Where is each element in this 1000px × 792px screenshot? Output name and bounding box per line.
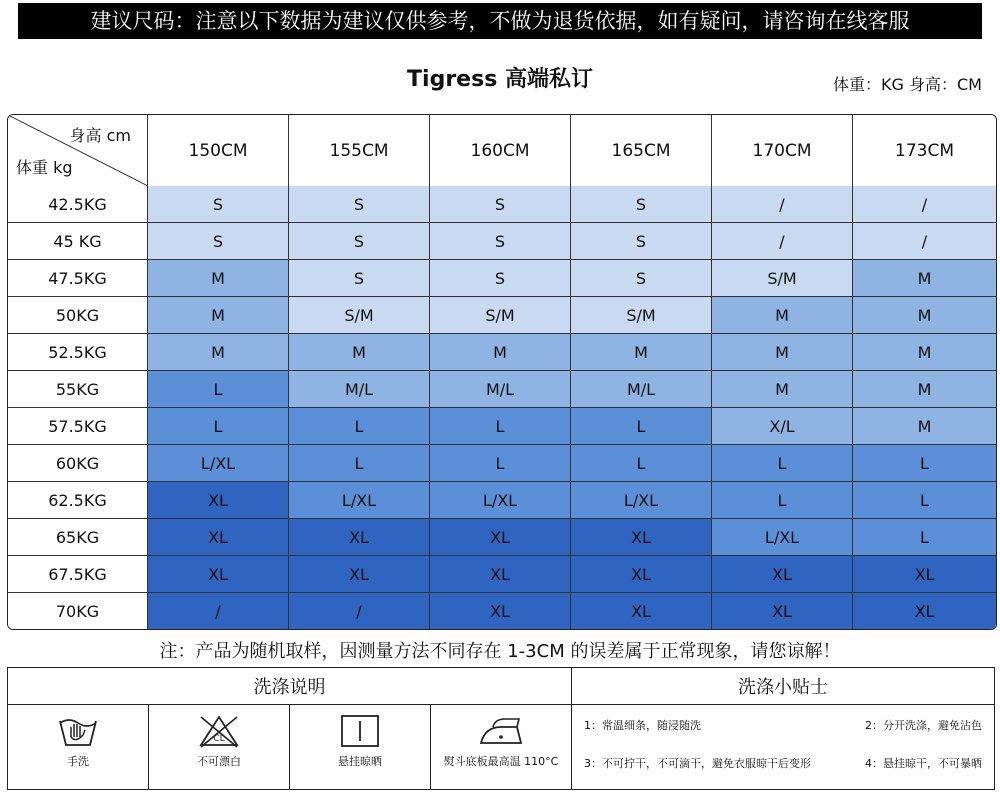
size-cell: M bbox=[148, 260, 289, 297]
size-cell: XL bbox=[430, 593, 571, 629]
size-cell: S bbox=[289, 186, 430, 223]
size-cell: S/M bbox=[712, 260, 853, 297]
size-cell: / bbox=[712, 186, 853, 223]
tips-cell bbox=[572, 705, 995, 790]
weight-label: 55KG bbox=[8, 371, 148, 408]
corner-cell bbox=[8, 115, 148, 186]
size-cell: M bbox=[853, 408, 996, 445]
weight-label: 62.5KG bbox=[8, 482, 148, 519]
size-cell: M bbox=[853, 297, 996, 334]
size-cell: X/L bbox=[712, 408, 853, 445]
size-cell: M bbox=[289, 334, 430, 371]
weight-label: 50KG bbox=[8, 297, 148, 334]
measurement-note: 注：产品为随机取样，因测量方法不同存在 1-3CM 的误差属于正常现象，请您谅解！ bbox=[159, 641, 841, 662]
table-row bbox=[8, 334, 996, 371]
size-cell: L bbox=[853, 482, 996, 519]
size-cell: XL bbox=[853, 593, 996, 629]
table-row bbox=[8, 297, 996, 334]
size-cell: XL bbox=[430, 519, 571, 556]
size-cell: / bbox=[148, 593, 289, 629]
size-cell: S bbox=[571, 186, 712, 223]
care-label: 手洗 bbox=[67, 755, 89, 768]
size-cell: / bbox=[853, 186, 996, 223]
tip-2: 2：分开洗涤，避免沾色 bbox=[865, 719, 982, 732]
table-row bbox=[8, 408, 996, 445]
size-cell: XL bbox=[289, 556, 430, 593]
weight-label: 57.5KG bbox=[8, 408, 148, 445]
size-cell: S bbox=[430, 223, 571, 260]
size-cell: M bbox=[853, 334, 996, 371]
table-row bbox=[8, 260, 996, 297]
size-cell: S bbox=[571, 260, 712, 297]
tip-4: 4：悬挂晾干，不可暴晒 bbox=[865, 757, 982, 770]
svg-text:CL: CL bbox=[213, 734, 225, 744]
size-cell: L/XL bbox=[712, 519, 853, 556]
table-row bbox=[8, 371, 996, 408]
size-cell: XL bbox=[289, 519, 430, 556]
wash-tips-title: 洗涤小贴士 bbox=[572, 668, 995, 705]
size-cell: M bbox=[430, 334, 571, 371]
table-row bbox=[8, 519, 996, 556]
table-row bbox=[8, 223, 996, 260]
size-cell: S bbox=[289, 223, 430, 260]
size-cell: S bbox=[571, 223, 712, 260]
weight-label: 60KG bbox=[8, 445, 148, 482]
units-legend: 体重：KG 身高：CM bbox=[833, 75, 982, 94]
size-cell: XL bbox=[853, 556, 996, 593]
weight-label: 52.5KG bbox=[8, 334, 148, 371]
height-header: 150CM bbox=[148, 115, 289, 186]
size-cell: / bbox=[712, 223, 853, 260]
table-row bbox=[8, 445, 996, 482]
size-cell: M bbox=[712, 297, 853, 334]
size-cell: L bbox=[148, 408, 289, 445]
height-header: 170CM bbox=[712, 115, 853, 186]
size-cell: S bbox=[289, 260, 430, 297]
size-cell: XL bbox=[571, 593, 712, 629]
size-cell: XL bbox=[571, 556, 712, 593]
size-cell: L/XL bbox=[289, 482, 430, 519]
care-table bbox=[7, 667, 995, 790]
weight-label: 70KG bbox=[8, 593, 148, 629]
size-cell: L bbox=[853, 445, 996, 482]
tip-3: 3：不可拧干，不可滴干，避免衣服晾干后变形 bbox=[584, 757, 811, 770]
table-row bbox=[8, 593, 996, 629]
size-cell: M/L bbox=[289, 371, 430, 408]
size-cell: M bbox=[712, 371, 853, 408]
size-cell: M/L bbox=[571, 371, 712, 408]
care-item-iron bbox=[431, 705, 572, 790]
size-cell: S bbox=[148, 223, 289, 260]
weight-label: 47.5KG bbox=[8, 260, 148, 297]
size-cell: L bbox=[571, 445, 712, 482]
weight-axis-label: 体重 kg bbox=[16, 158, 73, 177]
size-cell: L/XL bbox=[148, 445, 289, 482]
height-header: 155CM bbox=[289, 115, 430, 186]
height-header: 173CM bbox=[853, 115, 996, 186]
size-cell: / bbox=[289, 593, 430, 629]
size-cell: M/L bbox=[430, 371, 571, 408]
care-label: 不可漂白 bbox=[197, 755, 241, 768]
size-cell: M bbox=[148, 297, 289, 334]
table-row bbox=[8, 186, 996, 223]
care-item-no-bleach bbox=[149, 705, 290, 790]
size-cell: L bbox=[148, 371, 289, 408]
size-cell: XL bbox=[148, 519, 289, 556]
size-cell: L bbox=[712, 482, 853, 519]
size-cell: L bbox=[289, 408, 430, 445]
size-cell: S/M bbox=[571, 297, 712, 334]
weight-label: 67.5KG bbox=[8, 556, 148, 593]
table-row bbox=[8, 556, 996, 593]
size-cell: XL bbox=[148, 482, 289, 519]
height-header: 165CM bbox=[571, 115, 712, 186]
size-cell: S/M bbox=[289, 297, 430, 334]
size-cell: S bbox=[430, 186, 571, 223]
size-cell: M bbox=[853, 260, 996, 297]
size-cell: L/XL bbox=[571, 482, 712, 519]
notice-banner: 建议尺码：注意以下数据为建议仅供参考，不做为退货依据，如有疑问，请咨询在线客服 bbox=[18, 3, 982, 39]
size-cell: M bbox=[571, 334, 712, 371]
weight-label: 65KG bbox=[8, 519, 148, 556]
size-cell: L bbox=[289, 445, 430, 482]
care-label: 熨斗底板最高温 110°C bbox=[443, 755, 559, 768]
size-cell: L bbox=[430, 408, 571, 445]
size-cell: M bbox=[148, 334, 289, 371]
care-item-hang-dry bbox=[290, 705, 431, 790]
size-cell: S/M bbox=[430, 297, 571, 334]
size-cell: S bbox=[148, 186, 289, 223]
page-title: Tigress 高端私订 bbox=[407, 67, 593, 92]
size-cell: / bbox=[853, 223, 996, 260]
table-row bbox=[8, 482, 996, 519]
size-cell: XL bbox=[148, 556, 289, 593]
wash-instructions-title: 洗涤说明 bbox=[8, 668, 572, 705]
size-cell: L bbox=[853, 519, 996, 556]
tip-1: 1：常温细条，随浸随洗 bbox=[584, 719, 701, 732]
size-cell: L bbox=[712, 445, 853, 482]
size-cell: S bbox=[430, 260, 571, 297]
size-cell: L bbox=[571, 408, 712, 445]
height-header: 160CM bbox=[430, 115, 571, 186]
weight-label: 42.5KG bbox=[8, 186, 148, 223]
hang-dry-icon bbox=[338, 713, 382, 749]
size-cell: L bbox=[430, 445, 571, 482]
weight-label: 45 KG bbox=[8, 223, 148, 260]
height-axis-label: 身高 cm bbox=[69, 126, 131, 145]
size-chart bbox=[7, 114, 997, 630]
no-bleach-icon bbox=[195, 713, 243, 749]
size-cell: XL bbox=[430, 556, 571, 593]
iron-icon bbox=[475, 713, 527, 749]
hand-wash-icon bbox=[56, 713, 100, 749]
size-cell: M bbox=[853, 371, 996, 408]
size-cell: M bbox=[712, 334, 853, 371]
size-cell: XL bbox=[712, 593, 853, 629]
care-item-hand-wash bbox=[8, 705, 149, 790]
size-cell: XL bbox=[712, 556, 853, 593]
care-label: 悬挂晾晒 bbox=[338, 755, 382, 768]
size-cell: XL bbox=[571, 519, 712, 556]
size-cell: L/XL bbox=[430, 482, 571, 519]
